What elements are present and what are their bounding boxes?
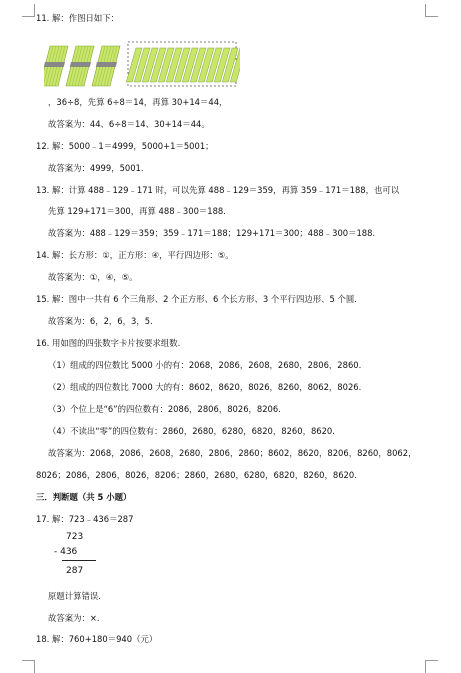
q16-part-2: （2）组成的四位数比 7000 大的有：8602，8620，8026，8260，8062，8026. — [48, 382, 362, 392]
q16-answer: 故答案为：2068，2086，2608，2680，2806，2860；8602，8620，8206，8260，8062， — [48, 448, 417, 458]
stick-bundles — [44, 46, 121, 86]
q13-line-2: 先算 129+171＝300，再算 488﹣300＝188. — [48, 206, 226, 216]
crop-mark-top-left — [22, 4, 35, 17]
q18-line: 18. 解：760+180＝940（元） — [36, 634, 158, 644]
q15-line: 15. 解：图中一共有 6 个三角形、2 个正方形、6 个长方形、3 个平行四边形、5 个圆. — [36, 294, 357, 304]
q14-line: 14. 解：长方形：①，正方形：④，平行四边形：⑤。 — [36, 250, 234, 260]
q16-part-3: （3）个位上是“6”的四位数有：2086，2806，8026，8206. — [48, 404, 281, 414]
q16-line: 16. 用如图的四张数字卡片按要求组数. — [36, 338, 181, 348]
q17-line: 17. 解：723﹣436＝287 — [36, 514, 134, 524]
bundled-sticks-illustration — [44, 38, 240, 90]
q17-judgment: 原题计算错误. — [48, 591, 101, 601]
q13-line: 13. 解：计算 488﹣129﹣171 时，可以先算 488﹣129＝359，再算 359﹣171＝188，也可以 — [36, 185, 400, 195]
subtrahend: - 436 — [54, 547, 78, 557]
q16-part-1: （1）组成的四位数比 5000 小的有：2068，2086，2608，2680，2806，2860. — [48, 360, 362, 370]
crop-mark-bottom-left — [22, 660, 35, 673]
q12-line: 12. 解：5000﹣1＝4999，5000+1＝5001； — [36, 141, 214, 151]
difference: 287 — [66, 566, 84, 576]
q16-answer-2: 8026；2086，2806，8026，8206；2860，2680，6280，6820，8260，8620. — [36, 470, 357, 480]
q11-line: 11. 解：作图日如下： — [36, 13, 119, 23]
vertical-subtraction — [48, 532, 108, 584]
section-heading-judgment: 三．判断题（共 5 小题） — [36, 492, 132, 502]
q14-answer: 故答案为：①，④，⑤。 — [48, 272, 138, 282]
q12-answer: 故答案为：4999，5001. — [48, 163, 144, 173]
crop-mark-top-right — [425, 4, 438, 17]
q11-step-line: ，36÷8，先算 6÷8＝14，再算 30+14＝44， — [48, 97, 228, 107]
q15-answer: 故答案为：6，2，6，3，5. — [48, 316, 153, 326]
q17-answer: 故答案为：×. — [48, 613, 100, 623]
q13-answer: 故答案为：488﹣129＝359；359﹣171＝188；129+171＝300；488﹣300＝188. — [48, 228, 376, 238]
loose-sticks — [126, 48, 240, 82]
crop-mark-bottom-right — [425, 660, 438, 673]
calc-rule — [62, 560, 96, 561]
q16-part-4: （4）不读出“零”的四位数有：2860，2680，6280，6820，8260，8620. — [48, 426, 335, 436]
q11-answer: 故答案为：44、6÷8＝14、30+14＝44。 — [48, 119, 210, 129]
minuend: 723 — [66, 532, 84, 542]
